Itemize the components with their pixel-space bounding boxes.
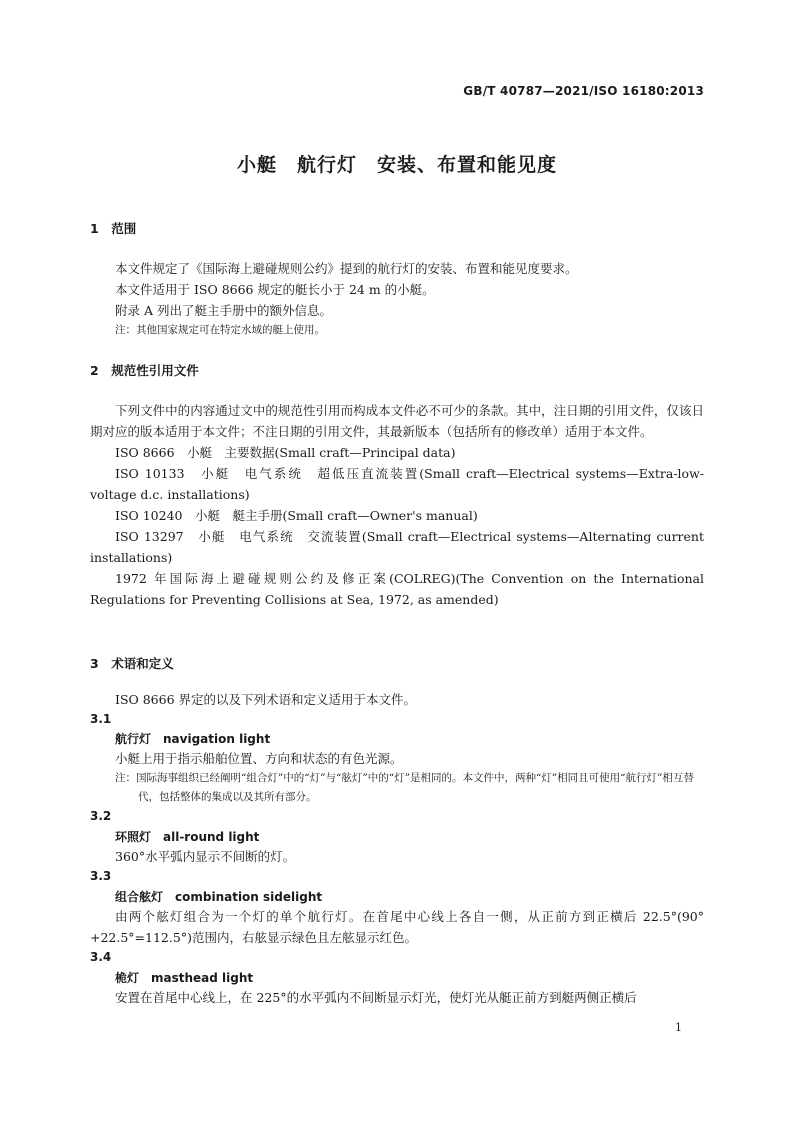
- section-2-heading: 2 规范性引用文件: [90, 363, 199, 378]
- term-number: 3.4: [90, 950, 112, 964]
- term-definition: 安置在首尾中心线上，在 225°的水平弧内不间断显示灯光，使灯光从艇正前方到艇两侧正横后: [115, 990, 637, 1005]
- section-1-heading: 1 范围: [90, 221, 137, 236]
- paragraph: 本文件适用于 ISO 8666 规定的艇长小于 24 m 的小艇。: [115, 282, 435, 297]
- paragraph: ISO 8666 界定的以及下列术语和定义适用于本文件。: [115, 692, 417, 707]
- term-number: 3.2: [90, 809, 112, 823]
- reference-item: ISO 8666 小艇 主要数据(Small craft—Principal data): [115, 445, 456, 460]
- section-3-body: [90, 689, 704, 1008]
- note: 注：其他国家规定可在特定水域的艇上使用。: [115, 324, 325, 336]
- section-1-body: [90, 258, 704, 340]
- paragraph: 下列文件中的内容通过文中的规范性引用而构成本文件必不可少的条款。其中，注日期的引用文件，仅该日期对应的版本适用于本文件；不注日期的引用文件，其最新版本（包括所有的修改单）适用于本文件。: [90, 403, 704, 439]
- paragraph: 本文件规定了《国际海上避碰规则公约》提到的航行灯的安装、布置和能见度要求。: [115, 261, 578, 276]
- term-definition: 由两个舷灯组合为一个灯的单个航行灯。在首尾中心线上各自一侧，从正前方到正横后 22.5°(90°+22.5°=112.5°)范围内，右舷显示绿色且左舷显示红色。: [90, 909, 704, 945]
- reference-item: ISO 13297 小艇 电气系统 交流装置(Small craft—Electrical systems—Alternating current installations): [90, 529, 704, 565]
- page-title: 小艇 航行灯 安装、布置和能见度: [236, 154, 557, 176]
- standard-code: GB/T 40787—2021/ISO 16180:2013: [463, 84, 704, 98]
- term-definition: 小艇上用于指示船舶位置、方向和状态的有色光源。: [115, 751, 403, 766]
- term-title: 组合舷灯 combination sidelight: [115, 890, 323, 904]
- page-number: 1: [675, 1021, 682, 1034]
- term-title: 航行灯 navigation light: [115, 732, 271, 746]
- term-title: 环照灯 all-round light: [115, 830, 260, 844]
- section-2-body: [90, 400, 704, 610]
- section-3-heading: 3 术语和定义: [90, 656, 174, 671]
- reference-item: ISO 10133 小艇 电气系统 超低压直流装置(Small craft—Electrical systems—Extra-low-voltage d.c. installations): [90, 466, 704, 502]
- note: 注：国际海事组织已经阐明“组合灯”中的“灯”与“舷灯”中的“灯”是相同的。本文件中，两种“灯”相同且可使用“航行灯”相互替代，包括整体的集成以及其所有部分。: [115, 772, 694, 803]
- paragraph: 附录 A 列出了艇主手册中的额外信息。: [115, 303, 332, 318]
- term-number: 3.3: [90, 869, 112, 883]
- reference-item: ISO 10240 小艇 艇主手册(Small craft—Owner's manual): [115, 508, 478, 523]
- reference-item: 1972 年国际海上避碰规则公约及修正案(COLREG)(The Convention on the International Regulations for Preventing Collisions at Sea, 1972, as amended): [90, 571, 704, 607]
- term-definition: 360°水平弧内显示不间断的灯。: [115, 849, 296, 864]
- term-number: 3.1: [90, 712, 112, 726]
- term-title: 桅灯 masthead light: [115, 971, 254, 985]
